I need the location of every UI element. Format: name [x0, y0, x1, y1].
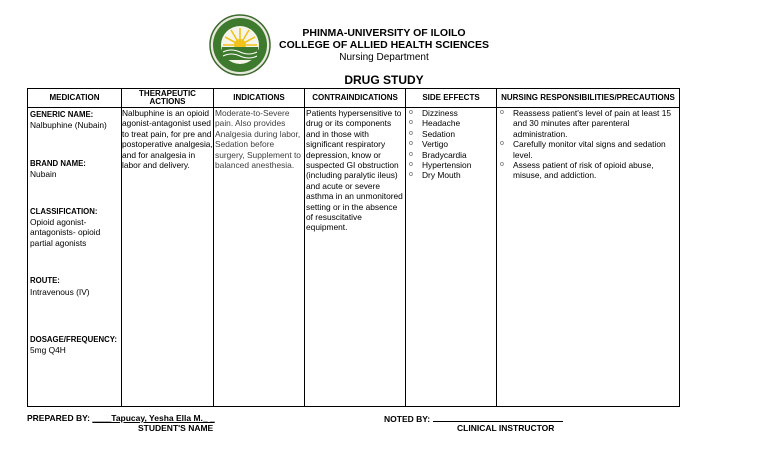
therapeutic-actions-text: Nalbuphine is an opioid agonist-antagonist used to treat pain, for pre and postoperative analgesia, and for analgesia in labor and delivery. — [122, 108, 213, 171]
bullet-icon: o — [409, 171, 413, 179]
signature-line — [433, 413, 563, 422]
bullet-icon: o — [409, 161, 413, 169]
student-name-value: ____Tapucay, Yesha Ella M._ _ — [92, 413, 215, 423]
classification-value: Opioid agonist-antagonists- opioid partial agonists — [30, 217, 101, 248]
list-item: o Hypertension — [409, 160, 472, 171]
medication-cell — [28, 108, 122, 407]
list-item: o Headache — [409, 118, 461, 129]
nursing-list — [497, 108, 679, 181]
nursing-cell — [497, 108, 680, 407]
page-title: DRUG STUDY — [344, 73, 424, 87]
table-row — [28, 108, 680, 407]
side-effects-list — [406, 108, 496, 181]
list-item: o Carefully monitor vital signs and sedation level. — [500, 139, 666, 160]
classification-label: CLASSIFICATION: — [30, 206, 98, 216]
list-item: o Dry Mouth — [409, 170, 461, 181]
university-name: PHINMA-UNIVERSITY OF ILOILO — [302, 27, 466, 39]
college-name: COLLEGE OF ALLIED HEALTH SCIENCES — [278, 39, 489, 51]
generic-name-value: Nalbuphine (Nubain) — [30, 120, 107, 131]
route-value: Intravenous (IV) — [30, 286, 90, 297]
brand-name-value: Nubain — [30, 169, 57, 180]
indications-text: Moderate-to-Severe pain. Also provides Analgesia during labor, Sedation before surgery, Supplement to balanced anesthesia. — [215, 108, 301, 171]
indications-cell — [214, 108, 305, 407]
col-header-medication: MEDICATION — [28, 89, 122, 108]
dosage-label: DOSAGE/FREQUENCY: — [30, 335, 117, 345]
bullet-icon: o — [409, 109, 413, 116]
clinical-instructor-caption: CLINICAL INSTRUCTOR — [457, 423, 555, 433]
drug-study-table — [27, 88, 680, 407]
list-item: o Dizziness — [409, 108, 458, 118]
table-header-row — [28, 89, 680, 108]
student-name-caption: STUDENT'S NAME — [138, 423, 214, 433]
bullet-icon: o — [409, 119, 413, 127]
bullet-icon: o — [409, 129, 413, 137]
list-item: o Sedation — [409, 128, 456, 139]
contraindications-cell — [305, 108, 406, 407]
col-header-contraindications: CONTRAINDICATIONS — [305, 89, 406, 108]
col-header-side-effects: SIDE EFFECTS — [406, 89, 497, 108]
col-header-therapeutic-actions: THERAPEUTIC ACTIONS — [122, 89, 214, 108]
bullet-icon: o — [500, 161, 504, 169]
list-item: o Bradycardia — [409, 149, 467, 160]
noted-by-label: NOTED BY: — [384, 414, 431, 424]
bullet-icon: o — [500, 109, 504, 116]
generic-name-label: GENERIC NAME: — [30, 110, 94, 119]
list-item: o Vertigo — [409, 139, 449, 150]
route-label: ROUTE: — [30, 276, 60, 286]
side-effects-cell — [406, 108, 497, 407]
dosage-value: 5mg Q4H — [30, 345, 66, 356]
contraindications-text: Patients hypersensitive to drug or its components and in those with significant respiratory depression, know or suspected GI obstruction (including paralytic ileus) and acute or severe asthma in an unmonitored setting or in the absence of resuscitative equipment. — [306, 108, 403, 233]
col-header-indications: INDICATIONS — [214, 89, 305, 108]
list-item: o Assess patient of risk of opioid abuse, misuse, and addiction. — [500, 160, 654, 181]
department-name: Nursing Department — [339, 52, 429, 63]
list-item: o Reassess patient's level of pain at least 15 and 30 minutes after parenteral administration. — [500, 108, 672, 139]
prepared-by-label: PREPARED BY: — [27, 413, 93, 423]
therapeutic-actions-cell — [122, 108, 214, 407]
bullet-icon: o — [409, 150, 413, 158]
prepared-by — [27, 413, 215, 423]
bullet-icon: o — [500, 140, 504, 148]
bullet-icon: o — [409, 140, 413, 148]
brand-name-label: BRAND NAME: — [30, 158, 86, 168]
col-header-nursing: NURSING RESPONSIBILITIES/PRECAUTIONS — [497, 89, 680, 108]
